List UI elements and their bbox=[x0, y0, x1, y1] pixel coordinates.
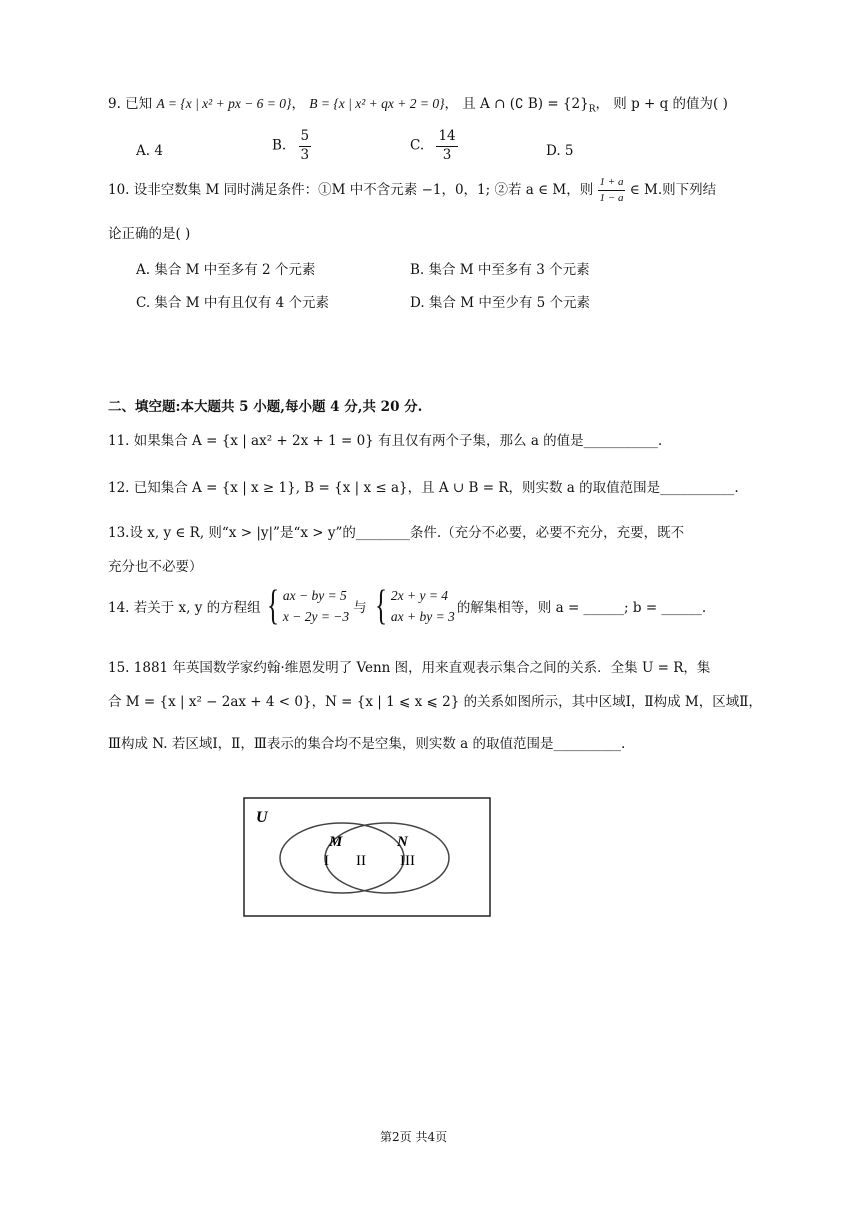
page-footer: 第2页 共4页 bbox=[380, 1130, 448, 1144]
q15-stem-line1: 15. 1881 年英国数学家约翰·维恩发明了 Venn 图，用来直观表示集合之间的关系．全集 U = R，集 bbox=[108, 660, 711, 676]
q9-option-c-den: 3 bbox=[442, 146, 452, 163]
venn-diagram bbox=[242, 796, 494, 920]
q14-system-1 bbox=[263, 585, 350, 627]
q11-stem: 11. 如果集合 A = {x | ax² + 2x + 1 = 0} 有且仅有两个子集，那么 a 的值是___________. bbox=[108, 433, 663, 449]
q13-stem-line1: 13.设 x, y ∈ R, 则“x > |y|”是“x > y”的________条件.（充分不必要，必要不充分，充要，既不 bbox=[108, 525, 685, 541]
q10-frac-den: 1 − a bbox=[599, 192, 624, 204]
q10-stem-line1 bbox=[108, 177, 716, 204]
q10-line1-a: 10. 设非空数集 M 同时满足条件：①M 中不含元素 −1，0，1; ②若 a ∈ M，则 bbox=[108, 182, 594, 198]
q10-option-c: C. 集合 M 中有且仅有 4 个元素 bbox=[136, 295, 330, 311]
venn-universe-box bbox=[244, 798, 490, 916]
q9-option-c-num: 14 bbox=[436, 130, 457, 147]
q9-option-a: A. 4 bbox=[136, 143, 163, 159]
q9-option-b-den: 3 bbox=[300, 146, 310, 163]
venn-universe-label: U bbox=[256, 809, 268, 826]
q14-mid: 与 bbox=[353, 600, 367, 616]
q9-prefix: 9. 已知 bbox=[108, 96, 153, 112]
q9-option-b-label: B. bbox=[272, 137, 287, 154]
q14-sys1-line2: x − 2y = −3 bbox=[282, 609, 350, 624]
q9-set-b: B = {x | x² + qx + 2 = 0} bbox=[309, 96, 445, 111]
q9-option-b-fraction bbox=[299, 130, 312, 162]
q9-option-c bbox=[410, 130, 458, 162]
section-heading: 二、填空题:本大题共 5 小题,每小题 4 分,共 20 分. bbox=[108, 399, 423, 415]
venn-set-m-label: M bbox=[329, 834, 343, 850]
q10-frac-num: 1 + a bbox=[598, 177, 626, 191]
q15-stem-line2: 合 M = {x | x² − 2ax + 4 < 0}，N = {x | 1 ⩽ x ⩽ 2} 的关系如图所示，其中区域Ⅰ，Ⅱ构成 M，区域Ⅱ， bbox=[108, 694, 762, 710]
q9-set-a: A = {x | x² + px − 6 = 0} bbox=[156, 96, 292, 111]
q14-sys2-line1: 2x + y = 4 bbox=[390, 588, 449, 603]
q15-stem-line3: Ⅲ构成 N. 若区域Ⅰ，Ⅱ，Ⅲ表示的集合均不是空集，则实数 a 的取值范围是__________. bbox=[108, 736, 626, 752]
q10-fraction bbox=[598, 177, 626, 204]
q9-option-c-fraction bbox=[436, 130, 457, 162]
q9-stem: 9. 已知 A = {x | x² + px − 6 = 0}， B = {x | x² + qx + 2 = 0}， 且 A ∩ (∁ $B) = \{2\}_R$， 则 p + q 的值为( ) bbox=[108, 96, 728, 115]
q10-option-a: A. 集合 M 中至多有 2 个元素 bbox=[136, 262, 316, 278]
q9-cond-subscript: R bbox=[588, 104, 596, 115]
q12-stem: 12. 已知集合 A = {x | x ≥ 1}, B = {x | x ≤ a}，且 A ∪ B = R，则实数 a 的取值范围是___________. bbox=[108, 480, 739, 496]
q9-ask: 则 p + q 的值为( ) bbox=[613, 96, 728, 112]
q14-brace-1: { bbox=[266, 583, 279, 629]
q9-option-c-label: C. bbox=[410, 137, 425, 154]
q14-stem bbox=[108, 585, 706, 627]
venn-region-1: I bbox=[324, 853, 329, 869]
q14-sys2-line2: ax + by = 3 bbox=[390, 609, 455, 624]
venn-region-3: III bbox=[400, 853, 415, 869]
q9-option-d: D. 5 bbox=[546, 143, 574, 159]
q9-condition: 且 A ∩ (∁ $B) = \{2\}_R$ bbox=[462, 96, 596, 115]
q14-system-2 bbox=[371, 585, 455, 627]
q9-option-b bbox=[272, 130, 311, 162]
q14-prefix: 14. 若关于 x, y 的方程组 bbox=[108, 600, 261, 616]
venn-region-2: II bbox=[356, 853, 366, 869]
venn-set-n-label: N bbox=[397, 834, 408, 850]
q10-option-d: D. 集合 M 中至少有 5 个元素 bbox=[410, 295, 591, 311]
q14-suffix: 的解集相等，则 a = ______; b = ______. bbox=[456, 600, 707, 616]
q10-stem-line2: 论正确的是( ) bbox=[108, 226, 191, 242]
q9-option-b-num: 5 bbox=[299, 130, 312, 147]
q13-stem-line2: 充分也不必要） bbox=[108, 559, 203, 575]
q14-sys1-line1: ax − by = 5 bbox=[282, 588, 347, 603]
q10-option-b: B. 集合 M 中至多有 3 个元素 bbox=[410, 262, 590, 278]
q10-line1-b: ∈ M.则下列结 bbox=[629, 182, 717, 198]
q14-brace-2: { bbox=[374, 583, 387, 629]
